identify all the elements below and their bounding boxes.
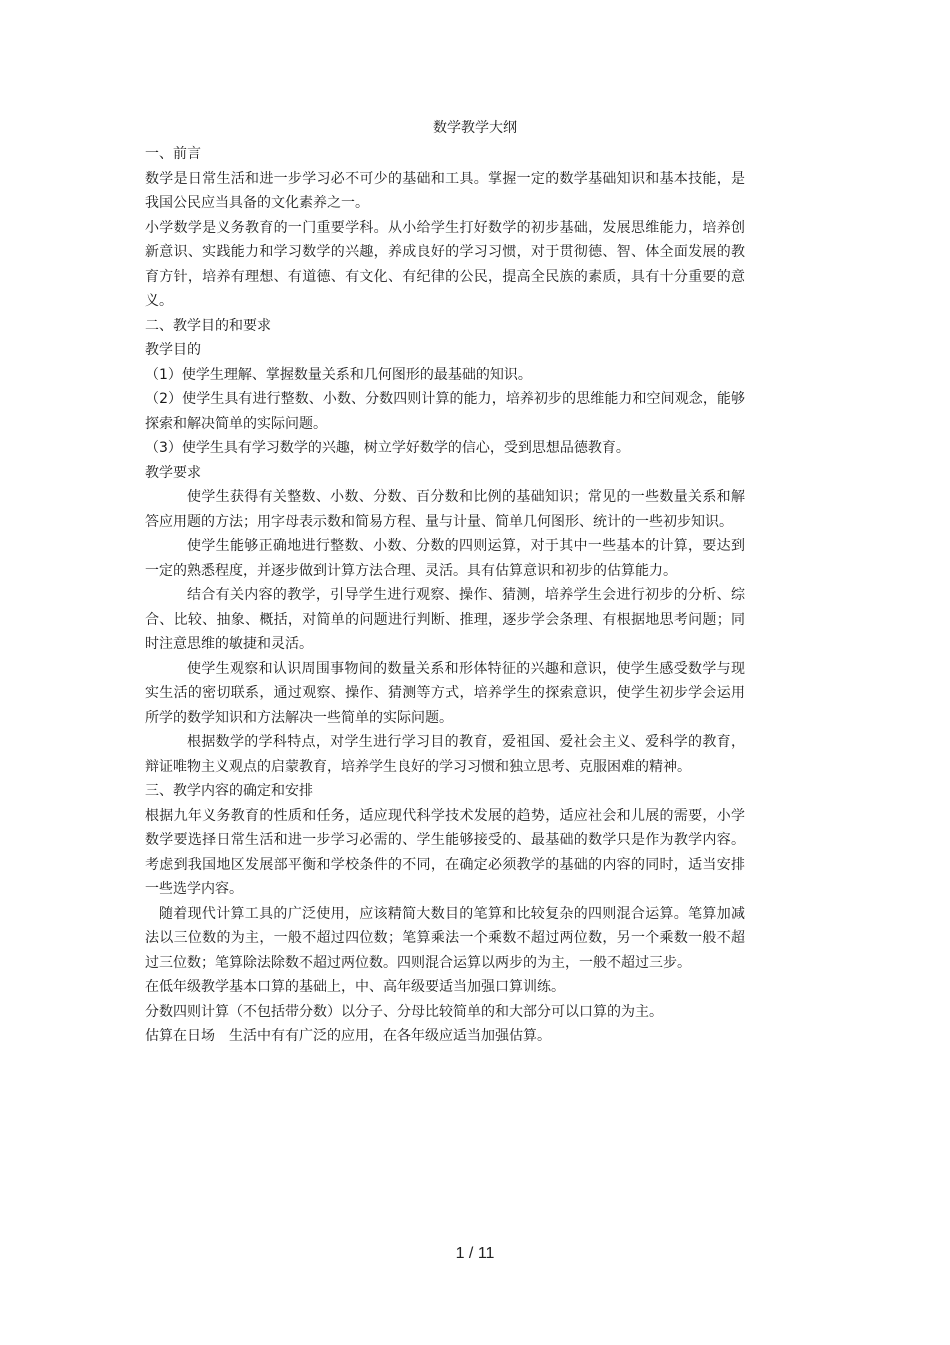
paragraph: （3）使学生具有学习数学的兴趣，树立学好数学的信心，受到思想品德教育。: [145, 440, 630, 456]
paragraph: 小学数学是义务教育的一门重要学科。从小给学生打好数学的初步基础，发展思维能力，培养创新意识、实践能力和学习数学的兴趣，养成良好的学习习惯，对于贯彻德、智、体全面发展的教育方针，培养有理想、有道德、有文化、有纪律的公民，提高全民族的素质，具有十分重要的意义。: [145, 219, 745, 309]
paragraph: 分数四则计算（不包括带分数）以分子、分母比较简单的和大部分可以口算的为主。: [145, 1003, 663, 1020]
paragraph: 根据数学的学科特点，对学生进行学习目的教育，爱祖国、爱社会主义、爱科学的教育，辩证唯物主义观点的启蒙教育，培养学生良好的学习习惯和独立思考、克服困难的精神。: [145, 734, 745, 775]
paragraph: （2）使学生具有进行整数、小数、分数四则计算的能力，培养初步的思维能力和空间观念，能够探索和解决简单的实际问题。: [145, 391, 745, 432]
paragraph: 使学生获得有关整数、小数、分数、百分数和比例的基础知识；常见的一些数量关系和解答应用题的方法；用字母表示数和简易方程、量与计量、简单几何图形、统计的一些初步知识。: [145, 489, 745, 530]
document-title: 数学教学大纲: [433, 120, 517, 136]
paragraph: 结合有关内容的教学，引导学生进行观察、操作、猜测，培养学生会进行初步的分析、综合、比较、抽象、概括，对简单的问题进行判断、推理，逐步学会条理、有根据地思考问题；同时注意思维的敏捷和灵活。: [145, 587, 745, 652]
paragraph: 教学目的: [145, 342, 201, 358]
paragraph: （1）使学生理解、掌握数量关系和几何图形的最基础的知识。: [145, 366, 532, 383]
document-body: [145, 142, 745, 1049]
paragraph: 在低年级教学基本口算的基础上，中、高年级要适当加强口算训练。: [145, 979, 565, 995]
page-number: 1 / 11: [455, 1245, 495, 1262]
paragraph: 一、前言: [145, 146, 201, 162]
paragraph: 使学生能够正确地进行整数、小数、分数的四则运算，对于其中一些基本的计算，要达到一定的熟悉程度，并逐步做到计算方法合理、灵活。具有估算意识和初步的估算能力。: [145, 538, 745, 579]
paragraph: 二、教学目的和要求: [145, 317, 271, 334]
paragraph: 数学是日常生活和进一步学习必不可少的基础和工具。掌握一定的数学基础知识和基本技能，是我国公民应当具备的文化素养之一。: [145, 170, 745, 211]
paragraph: 根据九年义务教育的性质和任务，适应现代科学技术发展的趋势，适应社会和儿展的需要，小学数学要选择日常生活和进一步学习必需的、学生能够接受的、最基础的数学只是作为教学内容。考虑到我国地区发展部平衡和学校条件的不同，在确定必须教学的基础的内容的同时，适当安排一些选学内容。: [145, 807, 745, 897]
paragraph: 三、教学内容的确定和安排: [145, 783, 313, 799]
paragraph: 使学生观察和认识周围事物间的数量关系和形体特征的兴趣和意识，使学生感受数学与现实生活的密切联系，通过观察、操作、猜测等方式，培养学生的探索意识，使学生初步学会运用所学的数学知识和方法解决一些简单的实际问题。: [145, 660, 745, 726]
paragraph: 估算在日场 生活中有有广泛的应用，在各年级应适当加强估算。: [145, 1028, 551, 1044]
paragraph: 教学要求: [145, 464, 201, 481]
paragraph: 随着现代计算工具的广泛使用，应该精简大数目的笔算和比较复杂的四则混合运算。笔算加减法以三位数的为主，一般不超过四位数；笔算乘法一个乘数不超过两位数，另一个乘数一般不超过三位数；笔算除法除数不超过两位数。四则混合运算以两步的为主，一般不超过三步。: [145, 905, 745, 971]
